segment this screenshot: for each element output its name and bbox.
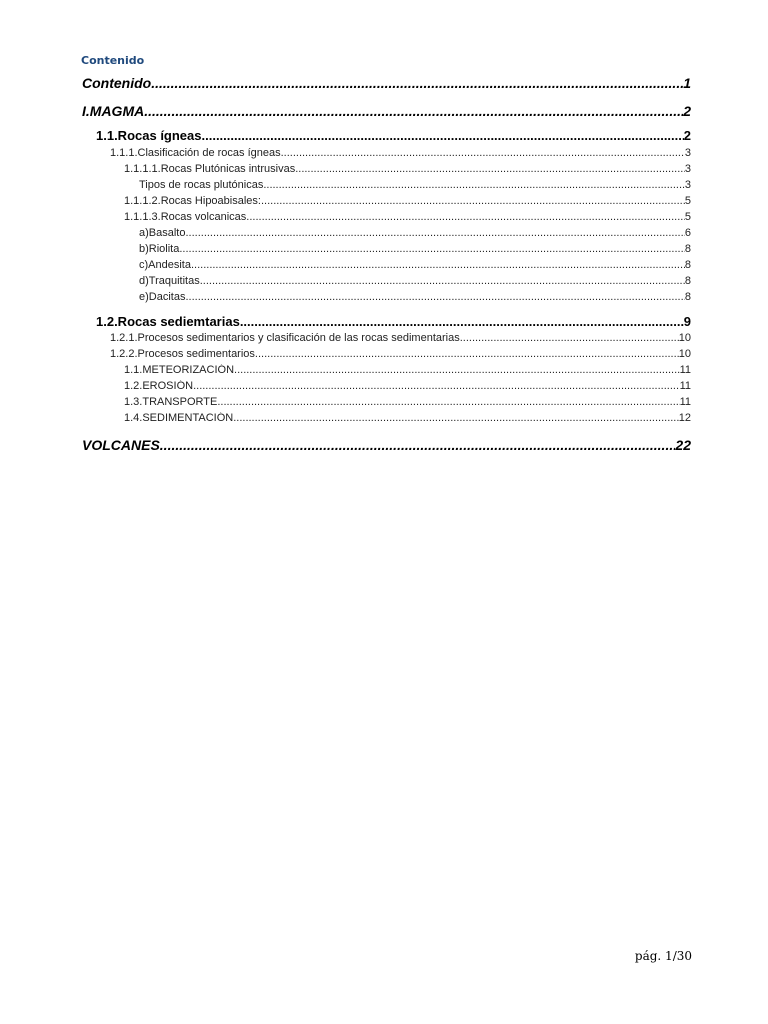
toc-entry[interactable]	[124, 364, 691, 378]
toc-entry[interactable]	[139, 259, 691, 273]
toc-entry-page: 8	[684, 275, 691, 287]
toc-entry[interactable]	[124, 195, 691, 209]
page-number-footer: pág. 1/30	[634, 949, 692, 963]
toc-entry-label: d)Traquititas	[139, 275, 200, 287]
toc-leader-dots	[295, 163, 685, 175]
toc-entry-page: 5	[684, 195, 691, 207]
toc-leader-dots	[144, 103, 683, 119]
toc-entry-label: 1.1.1.Clasificación de rocas ígneas	[110, 147, 281, 159]
toc-leader-dots	[460, 332, 679, 344]
toc-leader-dots	[200, 275, 685, 287]
toc-entry-page: 8	[684, 291, 691, 303]
toc-entry-page: 11	[679, 396, 691, 408]
toc-entry-page: 12	[678, 412, 691, 424]
toc-entry-page: 3	[684, 147, 691, 159]
toc-entry-page: 3	[684, 179, 691, 191]
toc-entry-label: 1.2.EROSIÓN	[124, 380, 194, 392]
toc-leader-dots	[179, 243, 685, 255]
toc-entry-label: Tipos de rocas plutónicas	[139, 179, 264, 191]
toc-entry[interactable]	[139, 243, 691, 257]
toc-leader-dots	[151, 75, 683, 91]
toc-entry[interactable]	[110, 348, 691, 362]
toc-leader-dots	[191, 259, 685, 271]
toc-leader-dots	[202, 128, 684, 143]
toc-leader-dots	[240, 314, 684, 329]
toc-leader-dots	[234, 364, 680, 376]
toc-entry[interactable]	[96, 314, 691, 331]
toc-entry-label: 1.1.1.3.Rocas volcanicas	[124, 211, 247, 223]
toc-leader-dots	[185, 227, 684, 239]
toc-entry-label: 1.2.1.Procesos sedimentarios y clasificación de las rocas sedimentarias	[110, 332, 460, 344]
toc-entry-page: 1	[683, 75, 691, 91]
toc-leader-dots	[263, 179, 685, 191]
toc-entry[interactable]	[82, 437, 691, 455]
toc-entry[interactable]	[124, 396, 691, 410]
toc-entry-label: 1.3.TRANSPORTE	[124, 396, 218, 408]
toc-leader-dots	[185, 291, 684, 303]
toc-entry-page: 10	[678, 332, 691, 344]
toc-entry-label: 1.1.Rocas ígneas	[96, 128, 202, 143]
toc-leader-dots	[217, 396, 679, 408]
toc-entry-page: 5	[684, 211, 691, 223]
toc-entry-page: 22	[675, 437, 691, 453]
toc-entry[interactable]	[139, 179, 691, 193]
toc-entry-page: 6	[684, 227, 691, 239]
toc-leader-dots	[281, 147, 685, 159]
toc-entry[interactable]	[124, 211, 691, 225]
toc-leader-dots	[246, 211, 685, 223]
toc-entry-label: b)Riolita	[139, 243, 180, 255]
toc-leader-dots	[193, 380, 680, 392]
toc-entry[interactable]	[82, 75, 691, 93]
toc-entry-label: I.MAGMA	[82, 103, 145, 119]
toc-leader-dots	[261, 195, 685, 207]
toc-entry-page: 9	[683, 314, 691, 329]
toc-entry-label: e)Dacitas	[139, 291, 186, 303]
toc-entry-page: 8	[684, 243, 691, 255]
toc-leader-dots	[255, 348, 679, 360]
toc-entry[interactable]	[139, 227, 691, 241]
toc-entry-label: 1.1.1.1.Rocas Plutónicas intrusivas	[124, 163, 296, 175]
toc-heading: Contenido	[81, 54, 145, 67]
toc-entry-label: 1.2.2.Procesos sedimentarios	[110, 348, 255, 360]
toc-entry-page: 11	[679, 380, 691, 392]
toc-leader-dots	[233, 412, 679, 424]
toc-entry-page: 3	[684, 163, 691, 175]
toc-entry-label: 1.4.SEDIMENTACIÓN	[124, 412, 234, 424]
toc-entry[interactable]	[82, 103, 691, 121]
toc-entry-label: c)Andesita	[139, 259, 191, 271]
toc-entry[interactable]	[110, 332, 691, 346]
toc-entry-label: Contenido	[82, 75, 152, 91]
toc-entry[interactable]	[124, 412, 691, 426]
toc-entry-label: 1.1.METEORIZACIÓN	[124, 364, 235, 376]
toc-entry-label: VOLCANES	[82, 437, 160, 453]
toc-entry-label: a)Basalto	[139, 227, 186, 239]
toc-leader-dots	[160, 437, 676, 453]
toc-entry-page: 2	[683, 103, 691, 119]
toc-entry[interactable]	[124, 380, 691, 394]
toc-entry[interactable]	[139, 275, 691, 289]
toc-entry[interactable]	[96, 128, 691, 145]
toc-entry[interactable]	[110, 147, 691, 161]
toc-entry-page: 8	[684, 259, 691, 271]
toc-entry-label: 1.2.Rocas sediemtarias	[96, 314, 240, 329]
toc-entry[interactable]	[139, 291, 691, 305]
toc-entry[interactable]	[124, 163, 691, 177]
toc-entry-page: 10	[678, 348, 691, 360]
toc-entry-page: 2	[683, 128, 691, 143]
toc-entry-page: 11	[679, 364, 691, 376]
toc-entry-label: 1.1.1.2.Rocas Hipoabisales:	[124, 195, 261, 207]
